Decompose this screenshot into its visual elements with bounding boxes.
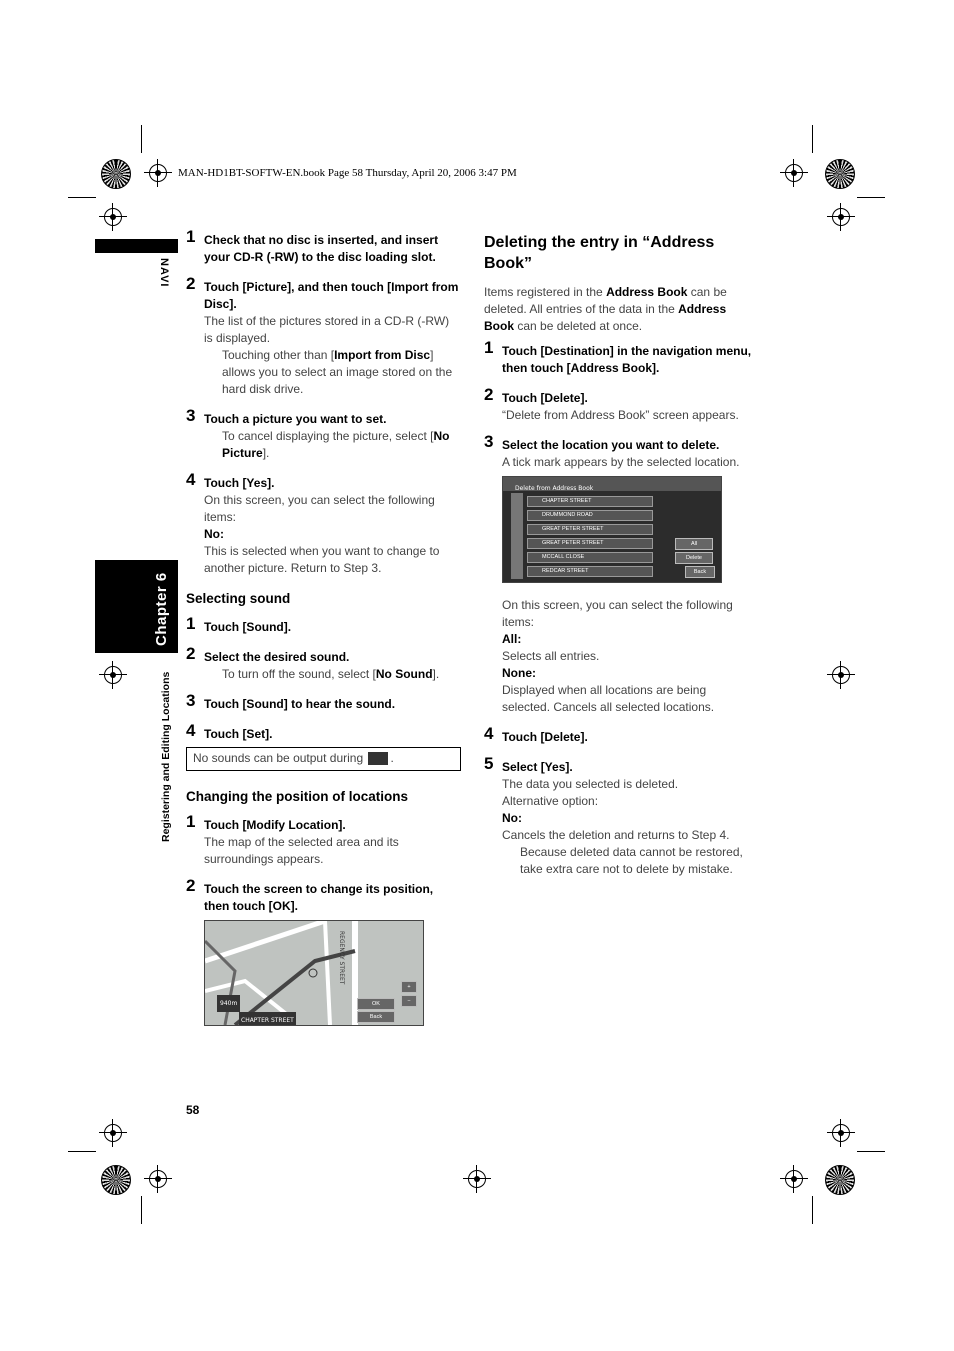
step: 2 Touch the screen to change its position, then touch [OK]. <box>186 876 434 913</box>
step: 2 Select the desired sound. To turn off the sound, select [No Sound]. <box>186 644 440 681</box>
registration-mark <box>144 1165 172 1193</box>
section-heading: Deleting the entry in “Address Book” <box>484 234 715 272</box>
crop-mark-burst <box>825 1165 855 1195</box>
registration-mark <box>827 661 855 689</box>
list-item[interactable]: GREAT PETER STREET <box>527 524 653 535</box>
zoom-in-icon[interactable]: + <box>401 981 417 993</box>
map-street-label: CHAPTER STREET <box>239 1012 296 1026</box>
delete-button[interactable]: Delete <box>675 552 713 564</box>
zoom-out-icon[interactable]: − <box>401 995 417 1007</box>
page-number: 58 <box>186 1103 200 1117</box>
step: 2 Touch [Delete]. “Delete from Address Book” screen appears. <box>484 385 739 422</box>
step: 3 Touch [Sound] to hear the sound. <box>186 691 396 711</box>
back-button[interactable]: Back <box>685 566 715 578</box>
list-item[interactable]: MCCALL CLOSE <box>527 552 653 563</box>
registration-mark <box>827 203 855 231</box>
navi-bar <box>95 239 178 253</box>
step: 4 Touch [Set]. <box>186 721 273 741</box>
section-heading: Changing the position of locations <box>186 789 408 804</box>
trim-line <box>68 1151 96 1152</box>
trim-line <box>141 1196 142 1224</box>
crop-mark-burst <box>101 159 131 189</box>
step: 2 Touch [Picture], and then touch [Import from Disc]. The list of the pictures stored in a CD-R (-RW) is displayed. Touching other than [Import from Disc] allows you to select an image stored on the hard disk drive. <box>186 274 459 396</box>
navi-label: NAVI <box>158 258 170 288</box>
trim-line <box>141 125 142 153</box>
registration-mark <box>144 159 172 187</box>
intro-paragraph: Items registered in the Address Book can be deleted. All entries of the data in the Address Book can be deleted at once. <box>484 285 727 333</box>
registration-mark <box>780 1165 808 1193</box>
all-button[interactable]: All <box>675 538 713 550</box>
step: 5 Select [Yes]. The data you selected is deleted. Alternative option: No: Cancels the deletion and returns to Step 4. Because deleted data cannot be restored, take extra care not to delete by mistake. <box>484 754 743 876</box>
step: 3 Touch a picture you want to set. To cancel displaying the picture, select [No Picture]. <box>186 406 450 460</box>
step: 1 Touch [Destination] in the navigation menu, then touch [Address Book]. <box>484 338 752 375</box>
crop-mark-burst <box>825 159 855 189</box>
step: 4 Touch [Delete]. <box>484 724 588 744</box>
list-item[interactable]: DRUMMOND ROAD <box>527 510 653 521</box>
trim-line <box>812 1196 813 1224</box>
map-distance: 940m <box>217 995 240 1012</box>
right-column <box>484 232 756 891</box>
trim-line <box>68 197 96 198</box>
screen-title-bar: Delete from Address Book <box>503 477 721 491</box>
map-ok-button[interactable]: OK <box>357 998 395 1010</box>
options-block: On this screen, you can select the following items: All: Selects all entries. None: Displayed when all locations are being selected. Cancels all selected locations. <box>502 598 733 714</box>
list-item[interactable]: GREAT PETER STREET <box>527 538 653 549</box>
trim-line <box>857 197 885 198</box>
step: 4 Touch [Yes]. On this screen, you can select the following items: No: This is selected when you want to change to another picture. Return to Step 3. <box>186 470 440 575</box>
step: 3 Select the location you want to delete. A tick mark appears by the selected location. <box>484 432 740 469</box>
chapter-tab: Chapter 6 <box>95 560 178 653</box>
note-box: No sounds can be output during . <box>186 747 461 771</box>
registration-mark <box>827 1119 855 1147</box>
crop-mark-burst <box>101 1165 131 1195</box>
map-back-button[interactable]: Back <box>357 1011 395 1023</box>
scrollbar[interactable] <box>511 493 523 579</box>
list-item[interactable]: REDCAR STREET <box>527 566 653 577</box>
registration-mark <box>463 1165 491 1193</box>
registration-mark <box>99 1119 127 1147</box>
section-heading: Selecting sound <box>186 591 291 606</box>
address-book-screenshot <box>502 476 722 583</box>
registration-mark <box>99 203 127 231</box>
list-item[interactable]: CHAPTER STREET <box>527 496 653 507</box>
step: 1 Touch [Sound]. <box>186 614 292 634</box>
registration-mark <box>99 661 127 689</box>
step: 1 Check that no disc is inserted, and insert your CD-R (-RW) to the disc loading slot. <box>186 227 439 264</box>
step: 1 Touch [Modify Location]. The map of the selected area and its surroundings appears. <box>186 812 399 866</box>
map-street-label: REGENCY STREET <box>338 931 345 985</box>
trim-line <box>857 1151 885 1152</box>
file-header: MAN-HD1BT-SOFTW-EN.book Page 58 Thursday, April 20, 2006 3:47 PM <box>178 167 517 179</box>
map-screenshot <box>204 920 424 1026</box>
trim-line <box>812 125 813 153</box>
registration-mark <box>780 159 808 187</box>
left-column <box>186 227 461 1040</box>
navigation-icon <box>368 752 388 765</box>
section-side-title: Registering and Editing Locations <box>160 671 172 842</box>
